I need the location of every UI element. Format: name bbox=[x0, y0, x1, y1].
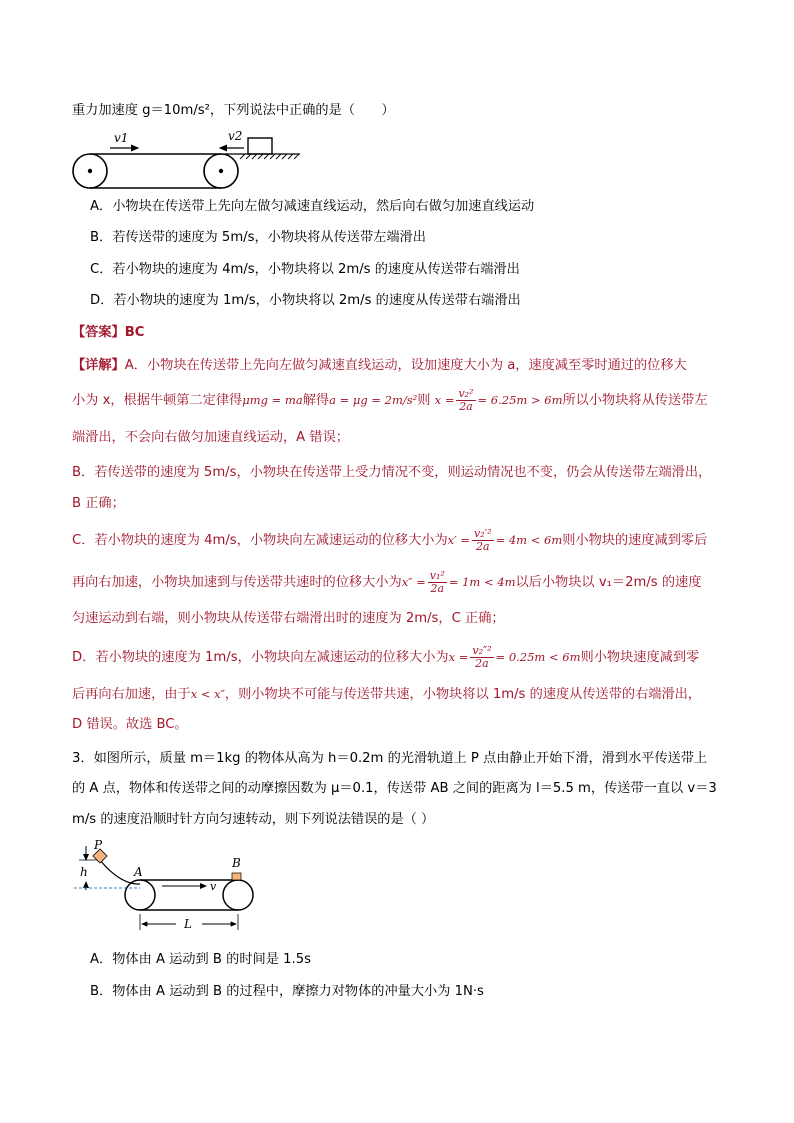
q3-line3: m/s 的速度沿顺时针方向匀速转动，则下列说法错误的是（ ） bbox=[72, 812, 435, 827]
answer-line: 【答案】BC bbox=[72, 325, 145, 340]
conveyor-figure-1 bbox=[68, 126, 308, 191]
q3-line1: 3．如图所示，质量 m＝1kg 的物体从高为 h＝0.2m 的光滑轨道上 P 点由静止开始下滑，滑到水平传送带上 bbox=[72, 751, 708, 766]
q2-option-d: D．若小物块的速度为 1m/s，小物块将以 2m/s 的速度从传送带右端滑出 bbox=[90, 293, 521, 308]
detail-b-line1: B．若传送带的速度为 5m/s，小物块在传送带上受力情况不变，则运动情况也不变，仍会从传送带左端滑出， bbox=[72, 465, 712, 480]
q3-option-b: B．物体由 A 运动到 B 的过程中，摩擦力对物体的冲量大小为 1N·s bbox=[90, 984, 484, 999]
detail-d-line1: D．若小物块的速度为 1m/s，小物块向左减速运动的位移大小为x = $\frac{\text{v₂″²}}{2a}$ = 0.25m < 6m则小物块速度减到零 bbox=[72, 643, 700, 670]
detail-c-line1: C．若小物块的速度为 4m/s，小物块向左减速运动的位移大小为x′ = $\frac{\text{v₂′²}}{2a}$ = 4m < 6m则小物块的速度减到零后 bbox=[72, 526, 708, 553]
q3-option-a: A．物体由 A 运动到 B 的时间是 1.5s bbox=[90, 952, 311, 967]
detail-b-line2: B 正确； bbox=[72, 496, 125, 511]
fraction-a: $\frac{\text{v₂²}}{2a}$ bbox=[458, 386, 474, 413]
fraction-c2: $\frac{\text{v₁²}}{2a}$ bbox=[429, 568, 445, 595]
detail-a-line1 bbox=[72, 357, 687, 375]
b-label: B bbox=[232, 856, 241, 870]
p-label: P bbox=[94, 838, 103, 852]
q2-option-b: B．若传送带的速度为 5m/s，小物块将从传送带左端滑出 bbox=[90, 230, 426, 245]
small-block bbox=[248, 138, 272, 154]
detail-c-line3: 匀速运动到右端，则小物块从传送带右端滑出时的速度为 2m/s，C 正确； bbox=[72, 611, 505, 626]
accel-eq: a = μg = 2m/s² bbox=[329, 393, 418, 407]
h-label: h bbox=[80, 865, 88, 879]
detail-label: 【详解】 bbox=[72, 358, 125, 373]
q2-option-a: A．小物块在传送带上先向左做匀减速直线运动，然后向右做匀加速直线运动 bbox=[90, 199, 535, 214]
pulley-b bbox=[223, 880, 253, 910]
newton-eq: μmg = ma bbox=[242, 393, 303, 407]
fraction-c1: $\frac{\text{v₂′²}}{2a}$ bbox=[474, 526, 492, 553]
detail-a-line3: 端滑出，不会向右做匀加速直线运动，A 错误； bbox=[72, 430, 349, 445]
point-b-block bbox=[232, 873, 241, 880]
q3-line2: 的 A 点，物体和传送带之间的动摩擦因数为 μ＝0.1，传送带 AB 之间的距离为 l＝5.5 m，传送带一直以 v＝3 bbox=[72, 781, 717, 796]
detail-a-text: A．小物块在传送带上先向左做匀减速直线运动，设加速度大小为 a，速度减至零时通过的位移大 bbox=[124, 358, 687, 373]
q2-option-c: C．若小物块的速度为 4m/s，小物块将以 2m/s 的速度从传送带右端滑出 bbox=[90, 262, 520, 277]
v1-label: v1 bbox=[114, 131, 129, 145]
a-label: A bbox=[134, 865, 143, 879]
conveyor-figure-2 bbox=[70, 838, 260, 938]
detail-d-line3: D 错误。故选 BC。 bbox=[72, 717, 188, 732]
fraction-d: $\frac{\text{v₂″²}}{2a}$ bbox=[472, 643, 492, 670]
v2-label: v2 bbox=[228, 129, 243, 143]
detail-a-line2: 小为 x，根据牛顿第二定律得μmg = ma解得a = μg = 2m/s²则 x = $\frac{\text{v₂²}}{2a}$ = 6.25m > 6m所以小物块将从传送带左 bbox=[72, 386, 708, 413]
l-label: L bbox=[184, 917, 192, 931]
detail-d-line2: 后再向右加速，由于x < x″，则小物块不可能与传送带共速，小物块将以 1m/s 的速度从传送带的右端滑出， bbox=[72, 687, 702, 702]
detail-c-line2: 再向右加速，小物块加速到与传送带共速时的位移大小为x″ = $\frac{\text{v₁²}}{2a}$ = 1m < 4m以后小物块以 v₁＝2m/s 的速度 bbox=[72, 568, 702, 595]
v-label: v bbox=[210, 880, 217, 893]
intro-line: 重力加速度 g＝10m/s²，下列说法中正确的是（ ） bbox=[72, 103, 395, 118]
